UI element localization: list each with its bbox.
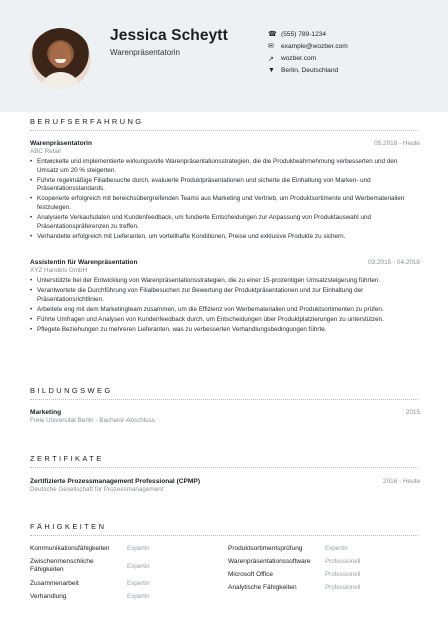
contact-email[interactable]: [268, 40, 438, 52]
mail-icon: ✉: [268, 43, 274, 51]
job-bullet: • Arbeitete eng mit dem Marketingteam zusammen, um die Effizienz von Werbematerialien und Produktsortimenten zu prüfen.: [30, 306, 420, 315]
skill-level: Expertin: [127, 545, 150, 552]
contact-location-text: Berlin, Deutschland: [281, 67, 339, 75]
section-divider: [30, 399, 418, 400]
avatar: [30, 28, 91, 89]
certificate-issuer: Deutsche Gesellschaft für Prozessmanagement: [30, 486, 164, 493]
job-company: ABC Retail: [30, 148, 61, 155]
job-bullet: • Führte Umfragen und Analysen von Kundenfeedback durch, um Entscheidungen über Produktplatzierungen zu unterstützen.: [30, 316, 420, 325]
skill-name: Produktsortimentsprüfung: [228, 545, 303, 552]
link-icon: ↗: [268, 55, 274, 63]
education-date: 2015: [405, 409, 420, 416]
job-company: XYZ Handels GmbH: [30, 267, 88, 274]
contact-location: [268, 65, 438, 77]
job-title: Assistentin für Warenpräsentation: [30, 259, 138, 266]
education-entry: [30, 409, 420, 424]
avatar-body-shape: [40, 72, 81, 89]
skill-level: Expertin: [325, 545, 348, 552]
skill-level: Expertin: [127, 580, 150, 587]
job-bullet: • Analysierte Verkaufsdaten und Kundenfeedback, um fundierte Entscheidungen zur Anpassung von Produktauswahl und Präsentationspräferenzen zu treffen.: [30, 214, 420, 231]
job-bullet: • Entwickelte und implementierte wirkungsvolle Warenpräsentationsstrategien, die die Produktwahrnehmung verbesserten und den Umsatz um 20 % steigerten.: [30, 158, 420, 175]
contact-phone-text: (555) 789-1234: [281, 30, 327, 38]
person-name: Jessica Scheytt: [110, 27, 228, 44]
skill-name: Microsoft Office: [228, 571, 274, 578]
education-degree: Marketing: [30, 409, 62, 416]
contact-website[interactable]: [268, 53, 438, 65]
skill-name: Kommunikationsfähigkeiten: [30, 545, 110, 552]
job-entry: [30, 259, 420, 336]
skill-name: Zusammenarbeit: [30, 580, 79, 587]
skill-level: Expertin: [127, 563, 150, 570]
avatar-face-shape: [50, 42, 71, 68]
job-date: 05.2018 - Heute: [374, 140, 420, 147]
job-bullet: • Pflegete Beziehungen zu mehreren Lieferanten, was zu verbesserten Verhandlungsbedingungen führte.: [30, 326, 420, 335]
contact-phone: [268, 28, 438, 40]
skill-name: Zwischenmenschliche Fähigkeiten: [30, 558, 94, 573]
certificate-name: Zertifizierte Prozessmanagement Professional (CPMP): [30, 478, 201, 485]
resume-header: [0, 0, 448, 112]
section-divider: [30, 467, 418, 468]
skill-name: Analytische Fähigkeiten: [228, 584, 297, 591]
contact-list: [268, 28, 438, 77]
contact-website-text[interactable]: wozber.com: [281, 55, 317, 63]
skill-level: Professionell: [325, 584, 361, 591]
phone-icon: ☎: [268, 31, 277, 38]
job-title: Warenpräsentatorin: [30, 140, 93, 147]
certificate-date: 2016 - Heute: [383, 478, 420, 485]
location-icon: ▼: [268, 67, 275, 75]
job-bullet: • Verantwortete die Durchführung von Filialbesuchen zur Bewertung der Produktpräsentationen und zur Einhaltung der Präsentationsrichtlinien.: [30, 287, 420, 304]
job-bullet: • Führte regelmäßige Filialbesuche durch, evaluierte Produktpräsentationen und sicherte die Einhaltung von Marken- und Präsentationsstandards.: [30, 177, 420, 194]
job-bullet: • Kooperierte erfolgreich mit bereichsübergreifenden Teams aus Marketing und Vertrieb, um Produktsortimente und Werbematerialien festzulegen.: [30, 195, 420, 212]
skill-level: Professionell: [325, 558, 361, 565]
certificate-entry: [30, 478, 420, 493]
job-bullets: [30, 277, 420, 334]
skill-level: Expertin: [127, 593, 150, 600]
job-bullets: [30, 158, 420, 242]
section-divider: [30, 130, 418, 131]
skill-level: Professionell: [325, 571, 361, 578]
skill-name: Verhandlung: [30, 593, 67, 600]
contact-email-text[interactable]: example@wozber.com: [281, 42, 348, 50]
section-divider: [30, 535, 418, 536]
skill-name: Warenpräsentationssoftware: [228, 558, 311, 565]
job-date: 03.2015 - 04.2018: [368, 259, 420, 266]
job-entry: [30, 140, 420, 243]
education-institution: Freie Universität Berlin - Bachelor-Abschluss: [30, 417, 155, 424]
job-bullet: • Unterstützte bei der Entwicklung von Warenpräsentationsstrategien, die zu einer 15-prozentigen Umsatzsteigerung führten.: [30, 277, 420, 286]
section-title-education: BILDUNGSWEG: [30, 386, 113, 395]
person-role: Warenpräsentatorin: [110, 48, 180, 57]
section-title-experience: BERUFSERFAHRUNG: [30, 117, 144, 126]
section-title-skills: FÄHIGKEITEN: [30, 522, 107, 531]
job-bullet: • Verhandelte erfolgreich mit Lieferanten, um vorteilhafte Konditionen, Preise und exklusive Produkte zu sichern.: [30, 233, 420, 242]
section-title-certificates: ZERTIFIKATE: [30, 454, 104, 463]
